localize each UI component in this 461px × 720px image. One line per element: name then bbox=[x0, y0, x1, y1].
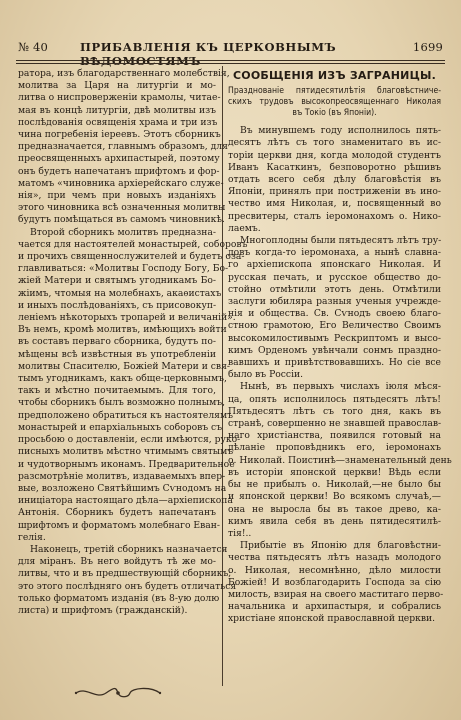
text-line: молитва за Царя на литургіи и мо- bbox=[18, 80, 216, 92]
subtitle-line: скихъ трудовъ высокопреосвященнаго Николая bbox=[228, 97, 441, 108]
text-line: матомъ «чиновника архіерейскаго служе- bbox=[18, 177, 224, 189]
text-line: литвы, что и въ предшествующій сборникъ; bbox=[18, 568, 232, 580]
text-line: послѣдованія освященія храма и три изъ bbox=[18, 116, 218, 128]
text-line: бы не прибылъ о. Николай,—не было бы bbox=[228, 479, 441, 491]
text-line: было въ Россіи. bbox=[228, 369, 304, 381]
text-line: начальника и архипастыря, и собрались bbox=[228, 601, 441, 613]
text-line: кимъ Орденомъ увѣнчали сонмъ праздно- bbox=[228, 344, 441, 356]
text-line: и японской церкви! Во всякомъ случаѣ,— bbox=[228, 491, 441, 503]
text-line: о. Николая, несомнѣнно, дѣло милости bbox=[228, 564, 441, 576]
text-line: писныхъ молитвъ мѣстно чтимымъ святымъ bbox=[18, 446, 234, 458]
text-line: предназначается, главнымъ образомъ, для bbox=[18, 141, 228, 153]
text-line: Наконецъ, третій сборникъ назначается bbox=[30, 543, 228, 555]
text-line: Антонія. Сборникъ будетъ напечатанъ bbox=[18, 507, 216, 519]
header-rule bbox=[16, 60, 445, 61]
text-line: онъ будетъ напечатанъ шрифтомъ и фор- bbox=[18, 165, 220, 177]
section-title: СООБЩЕНІЯ ИЗЪ ЗАГРАНИЦЫ. bbox=[233, 69, 436, 82]
text-line: для міранъ. Въ него войдутъ тѣ же мо- bbox=[18, 556, 216, 568]
text-line: лаемъ. bbox=[228, 222, 261, 234]
text-line: главливаться: «Молитвы Господу Богу, Бо- bbox=[18, 263, 229, 275]
text-line: христіане японской православной церкви. bbox=[228, 613, 436, 625]
text-line: нія и общества. Св. Сѵнодъ своею благо- bbox=[228, 308, 441, 320]
text-line: стойно отмѣтили этотъ день. Отмѣтили bbox=[228, 283, 441, 295]
text-line: чтобы сборникъ былъ возможно полнымъ, bbox=[18, 397, 226, 409]
text-line: чество имя Николая, и, посвященный во bbox=[228, 198, 441, 210]
text-line: заслуги юбиляра разныя ученыя учрежде- bbox=[228, 296, 441, 308]
text-line: тымъ угодникамъ, какъ обще-церковнымъ, bbox=[18, 373, 227, 385]
text-line: десятъ лѣтъ съ того знаменитаго въ ис- bbox=[228, 137, 441, 149]
text-line: Второй сборникъ молитвъ предназна- bbox=[30, 226, 216, 238]
text-line: Въ минувшемъ году исполнилось пять- bbox=[240, 125, 441, 137]
header-rule-thin bbox=[16, 63, 445, 64]
text-line: стною грамотою, Его Величество Своимъ bbox=[228, 320, 441, 332]
text-line: го архіепископа японскаго Николая. И bbox=[228, 259, 441, 271]
text-line: чества пятьдесятъ лѣтъ назадъ молодого bbox=[228, 552, 441, 564]
subtitle-line: Празднованіе пятидесятилѣтія благовѣстниче- bbox=[228, 86, 441, 97]
text-line: будутъ помѣщаться въ самомъ чиновникѣ. bbox=[18, 214, 225, 226]
text-line: Божіей! И возблагодарить Господа за сію bbox=[228, 576, 441, 588]
text-line: гелія. bbox=[18, 531, 46, 543]
journal-title: ПРИБАВЛЕНІЯ КЪ ЦЕРКОВНЫМЪ ВѢДОМОСТЯМЪ bbox=[80, 40, 337, 68]
text-line: предположено обратиться къ настоятелямъ bbox=[18, 409, 233, 421]
text-line: русская печать, и русское общество до- bbox=[228, 271, 441, 283]
text-line: чина погребенія іереевъ. Этотъ сборникъ bbox=[18, 129, 221, 141]
text-line: монастырей и епархіальныхъ соборовъ съ bbox=[18, 421, 223, 433]
text-line: Прибытіе въ Японію для благовѣстни- bbox=[240, 540, 441, 552]
text-line: леніемъ нѣкоторыхъ тропарей и величаній». bbox=[18, 312, 236, 324]
text-line: въ составъ перваго сборника, будутъ по- bbox=[18, 336, 216, 348]
text-line: чается для настоятелей монастырей, соборовъ bbox=[18, 238, 248, 250]
text-line: наго христіанства, появился готовый на bbox=[228, 430, 441, 442]
text-line: странѣ, совершенно не знавшей православ- bbox=[228, 418, 442, 430]
text-line: въ исторіи японской церкви! Вѣдь если bbox=[228, 466, 441, 478]
page-header bbox=[18, 40, 443, 68]
text-line: Иванъ Касаткинъ, безповоротно рѣшивъ bbox=[228, 161, 441, 173]
text-line: просьбою о доставленіи, если имѣются, руко- bbox=[18, 434, 241, 446]
right-column bbox=[228, 68, 452, 626]
text-line: литва о ниспроверженіи крамолы, читае- bbox=[18, 92, 221, 104]
text-line: отдать всего себя дѣлу благовѣстія въ bbox=[228, 174, 441, 186]
text-line: довъ когда-то іеромонаха, а нынѣ славна- bbox=[228, 247, 441, 259]
text-line: Пятьдесятъ лѣтъ съ того дня, какъ въ bbox=[228, 405, 441, 417]
page-number: 1699 bbox=[412, 40, 443, 54]
article-body bbox=[228, 125, 452, 625]
text-line: дѣланіе проповѣдникъ его, іеромонахъ bbox=[228, 442, 441, 454]
text-line: это этого послѣдняго онъ будетъ отличаться bbox=[18, 580, 237, 592]
issue-number: № 40 bbox=[18, 40, 48, 54]
text-line: кимъ явила себя въ день пятидесятилѣ- bbox=[228, 515, 441, 527]
text-line: пресвитеры, сталъ іеромонахомъ о. Нико- bbox=[228, 210, 441, 222]
text-line: мая въ концѣ литургіи, двѣ молитвы изъ bbox=[18, 104, 216, 116]
ornament-flourish bbox=[72, 686, 164, 700]
text-line: она не выросла бы въ такое древо, ка- bbox=[228, 503, 441, 515]
text-line: Нынѣ, въ первыхъ числахъ іюля мѣся- bbox=[240, 381, 441, 393]
subtitle-line: въ Токіо (въ Японіи). bbox=[292, 108, 377, 119]
text-line: торіи церкви дня, когда молодой студентъ bbox=[228, 149, 441, 161]
text-line: о. Николай. Поистинѣ—знаменательный день bbox=[228, 454, 452, 466]
text-line: жіимъ, чтомыя на молебнахъ, акаѳистахъ bbox=[18, 287, 222, 299]
text-line: вавшихъ и привѣтствовавшихъ. Но сіе все bbox=[228, 357, 441, 369]
text-line: и иныхъ послѣдованіяхъ, съ присовокуп- bbox=[18, 299, 217, 311]
text-line: высокомилостивымъ Рескриптомъ и высо- bbox=[228, 332, 441, 344]
text-line: Многоплодны были пятьдесятъ лѣтъ тру- bbox=[240, 235, 442, 247]
text-line: этого чиновника всѣ означенныя молитвы bbox=[18, 202, 226, 214]
text-line: иниціатора настоящаго дѣла—архіепископа bbox=[18, 495, 233, 507]
text-line: мѣщены всѣ извѣстныя въ употребленіи bbox=[18, 348, 216, 360]
text-line: молитвы Спасителю, Божіей Матери и свя- bbox=[18, 360, 230, 372]
text-line: вые, возложено Святѣйшимъ Сѵнодомъ на bbox=[18, 482, 227, 494]
text-line: листа) и шрифтомъ (гражданскій). bbox=[18, 604, 188, 616]
text-line: разсмотрѣніе молитвъ, издаваемыхъ впер- bbox=[18, 470, 226, 482]
text-line: нія», при чемъ при новыхъ изданіяхъ bbox=[18, 190, 216, 202]
article-subtitle bbox=[228, 86, 441, 119]
text-line: шрифтомъ и форматомъ молебнаго Еван- bbox=[18, 519, 220, 531]
text-line: милость, взирая на своего маститаго перво- bbox=[228, 588, 444, 600]
text-line: такъ и мѣстно почитаемымъ. Для того, bbox=[18, 385, 216, 397]
text-line: преосвященныхъ архипастырей, поэтому bbox=[18, 153, 220, 165]
text-line: Въ немъ, кромѣ молитвъ, имѣющихъ войти bbox=[18, 324, 227, 336]
text-line: тія!.. bbox=[228, 527, 252, 539]
text-line: и прочихъ священнослужителей и будетъ оза- bbox=[18, 251, 245, 263]
text-line: и чудотворнымъ иконамъ. Предварительное bbox=[18, 458, 235, 470]
text-line: только форматомъ изданія (въ 8-ую долю bbox=[18, 592, 220, 604]
text-line: ца, опять исполнилось пятьдесятъ лѣтъ! bbox=[228, 393, 441, 405]
text-line: жіей Матери и святымъ угодникамъ Бо- bbox=[18, 275, 216, 287]
text-line: Японіи, принялъ при постриженіи въ ино- bbox=[228, 186, 441, 198]
text-line: ратора, изъ благодарственнаго молебствія, bbox=[18, 68, 230, 79]
